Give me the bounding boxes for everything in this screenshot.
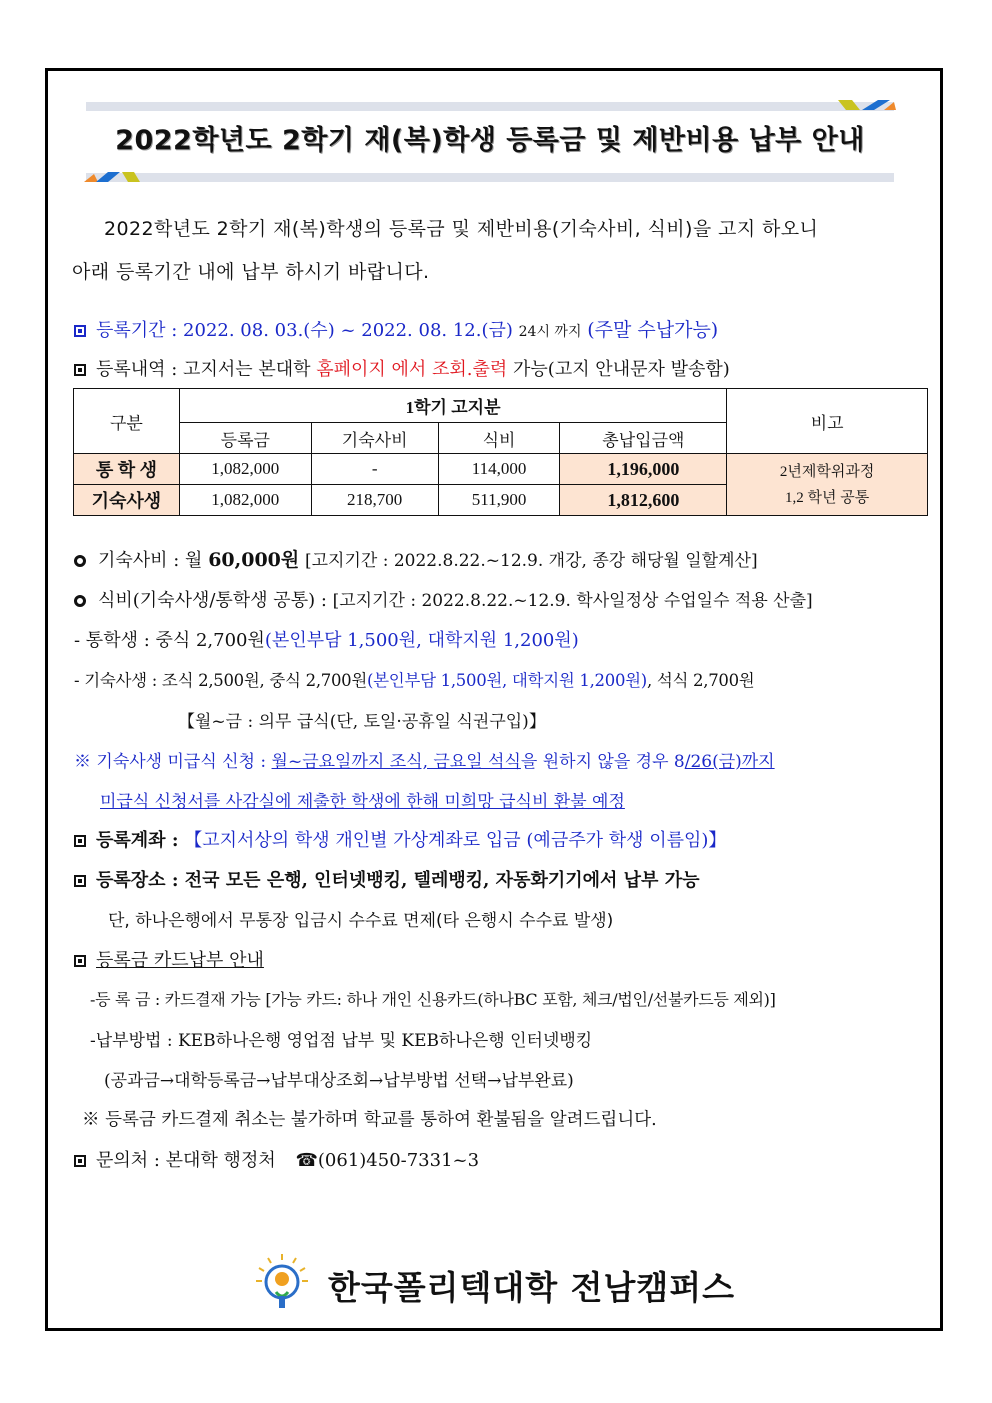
registration-account [74,826,726,852]
header-group: 1학기 고지분 [179,389,726,423]
row-total: 1,812,600 [560,485,727,516]
row-dorm: - [311,454,438,485]
square-bullet-icon [74,955,86,967]
square-bullet-icon [74,364,86,376]
card-line-2: -납부방법 : KEB하나은행 영업점 납부 및 KEB하나은행 인터넷뱅킹 [90,1031,593,1051]
dorm-fee-rest: [고지기간 : 2022.8.22.~12.9. 개강, 종강 해당월 일할계산] [305,551,758,571]
card-line-1: -등 록 금 : 카드결재 가능 [가능 카드: 하나 개인 신용카드(하나BC 포함, 체크/법인/선불카드등 제외)] [90,990,776,1009]
dorm-fee [74,545,758,572]
row-name: 통 학 생 [74,454,180,485]
contact [74,1146,479,1172]
no-meal-mid: 을 원하지 않을 경우 8 [520,752,685,772]
title-bar-top [86,102,894,111]
header-note: 비고 [727,389,928,454]
note-line-2: 1,2 학년 공통 [785,489,870,506]
details-highlight: 홈페이지 에서 조회.출력 [316,359,508,380]
place-label: 등록장소 : 전국 모든 은행, 인터넷뱅킹, 텔레뱅킹, 자동화기기에서 납부 가능 [96,870,700,891]
row-tuition: 1,082,000 [179,454,311,485]
header-category: 구분 [74,389,180,454]
registration-details [74,355,730,381]
row-meal: 114,000 [438,454,560,485]
meal-fee-rest: [고지기간 : 2022.8.22.~12.9. 학사일정상 수업일수 적용 산출] [332,591,813,611]
header-meal: 식비 [438,423,560,454]
college-name: 한국폴리텍대학 전남캠퍼스 [328,1268,736,1307]
meal-fee [74,586,813,612]
period-weekend: (주말 수납가능) [587,319,719,341]
row-dorm: 218,700 [311,485,438,516]
page-title: 2022학년도 2학기 재(복)학생 등록금 및 제반비용 납부 안내 [115,125,865,156]
no-meal-underline-2: /26(금)까지 [684,752,775,772]
row-name: 기숙사생 [74,485,180,516]
card-line-3: (공과금→대학등록금→납부대상조회→납부방법 선택→납부완료) [104,1071,574,1091]
no-meal-notice [74,747,775,772]
account-label: 등록계좌 : [96,830,179,851]
no-meal-underline-1: 월~금요일까지 조식, 금요일 석식 [271,752,521,772]
title-ribbon-bottom-left [84,170,142,186]
square-bullet-icon [74,325,86,337]
place-line-2: 단, 하나은행에서 무통장 입금시 수수료 면제(타 은행시 수수료 발생) [108,911,614,931]
fee-table [73,388,928,516]
contact-phone: ☎(061)450-7331~3 [295,1150,480,1171]
no-meal-prefix: ※ 기숙사생 미급식 신청 : [74,752,272,772]
dorm-fee-amount: 60,000원 [208,549,300,571]
row-meal: 511,900 [438,485,560,516]
header-dorm: 기숙사비 [311,423,438,454]
details-rest: 가능(고지 안내문자 발송함) [513,359,730,380]
square-bullet-icon [74,835,86,847]
period-time: 24시 까지 [518,324,582,340]
card-payment [74,946,264,972]
dormer-detail: (본인부담 1,500원, 대학지원 1,200원) [367,671,647,690]
square-bullet-icon [74,1155,86,1167]
intro-line-1: 2022학년도 2학기 재(복)학생의 등록금 및 제반비용(기숙사비, 식비)을 고지 하오니 [104,218,819,240]
circle-bullet-icon [74,595,86,607]
note-cell [727,454,928,516]
dormer-line-2: 【월~금 : 의무 급식(단, 토일·공휴일 식권구입)】 [178,712,546,732]
commuter-detail: (본인부담 1,500원, 대학지원 1,200원) [264,630,579,651]
header-total: 총납입금액 [560,423,727,454]
row-total: 1,196,000 [560,454,727,485]
registration-place [74,866,699,892]
title-ribbon-top-right [838,98,896,114]
account-detail: 【고지서상의 학생 개인별 가상계좌로 입금 (예금주가 학생 이름임)】 [184,830,727,851]
commuter-prefix: - 통학생 : 중식 2,700원 [74,630,265,651]
contact-label: 문의처 : 본대학 행정처 [96,1150,276,1171]
dormer-suffix: , 석식 2,700원 [646,671,755,690]
title-bar-bottom [86,173,894,182]
college-logo-icon [254,1252,310,1312]
card-notice: ※ 등록금 카드결제 취소는 불가하며 학교를 통하여 환불됨을 알려드립니다. [82,1110,657,1130]
meal-fee-label: 식비(기숙사생/통학생 공통) : [98,590,327,611]
intro-line-2: 아래 등록기간 내에 납부 하시기 바랍니다. [72,261,430,283]
table-row [74,454,928,485]
dormer-meal [74,667,754,691]
row-tuition: 1,082,000 [179,485,311,516]
header-tuition: 등록금 [179,423,311,454]
period-label: 등록기간 : 2022. 08. 03.(수) ~ 2022. 08. 12.(금) [96,320,513,341]
dorm-fee-label: 기숙사비 : 월 [98,550,203,571]
square-bullet-icon [74,875,86,887]
details-label: 등록내역 : 고지서는 본대학 [96,359,311,380]
registration-period [74,315,718,342]
commuter-meal [74,626,579,652]
no-meal-line-2: 미급식 신청서를 사감실에 제출한 학생에 한해 미희망 급식비 환불 예정 [100,792,625,812]
note-line-1: 2년제학위과정 [779,463,875,480]
dormer-prefix: - 기숙사생 : 조식 2,500원, 중식 2,700원 [74,671,368,690]
circle-bullet-icon [74,555,86,567]
card-heading: 등록금 카드납부 안내 [96,950,264,971]
